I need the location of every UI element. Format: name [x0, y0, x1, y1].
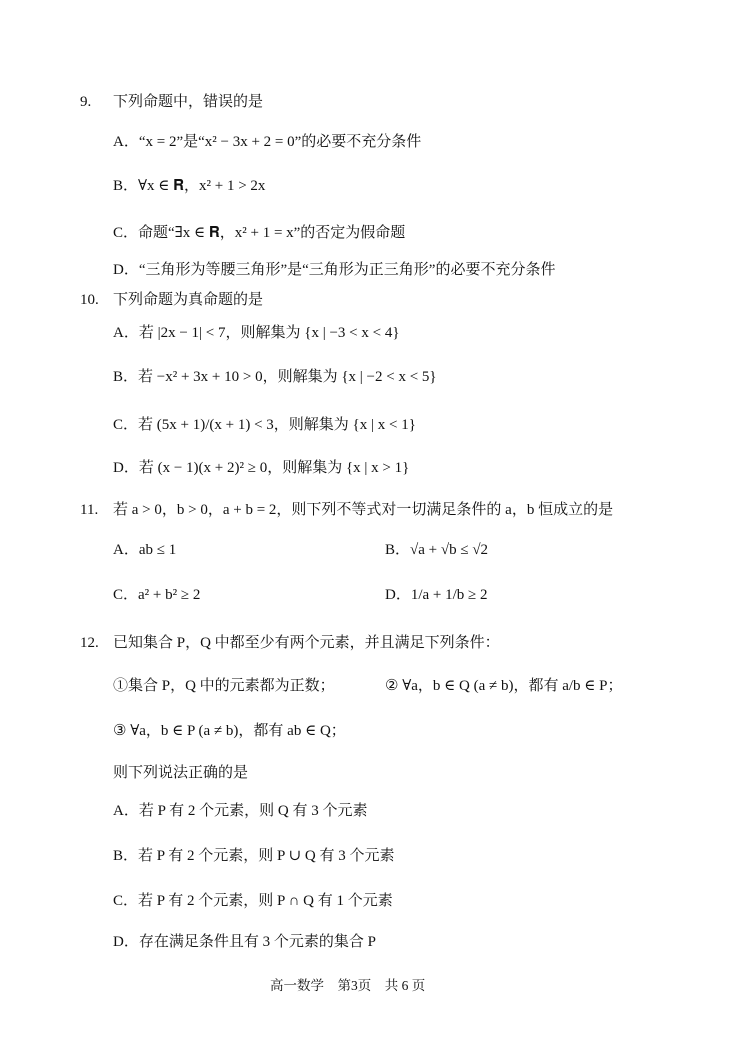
option-b: B．∀x ∈ 𝐑，x² + 1 > 2x [113, 178, 266, 194]
question-stem: 若 a > 0，b > 0，a + b = 2，则下列不等式对一切满足条件的 a，b 恒成立的是 [113, 502, 614, 518]
question-number: 12. [80, 635, 99, 651]
option-b: B．若 P 有 2 个元素，则 P ∪ Q 有 3 个元素 [113, 848, 395, 864]
question-11 [80, 500, 614, 520]
page-footer: 高一数学 第3页 共 6 页 [270, 978, 426, 993]
question-12 [80, 633, 500, 653]
question-stem: 下列命题中，错误的是 [113, 94, 264, 110]
question-number: 10. [80, 292, 99, 308]
question-number: 9. [80, 94, 92, 110]
option-c: C．a² + b² ≥ 2 [113, 587, 201, 603]
option-d: D．“三角形为等腰三角形”是“三角形为正三角形”的必要不充分条件 [113, 262, 556, 278]
condition-1: ①集合 P，Q 中的元素都为正数； [113, 678, 335, 694]
question-number: 11. [80, 502, 99, 518]
question-stem: 下列命题为真命题的是 [113, 292, 264, 308]
condition-2: ② ∀a，b ∈ Q (a ≠ b)，都有 a/b ∈ P； [385, 678, 623, 694]
option-d: D．存在满足条件且有 3 个元素的集合 P [113, 934, 376, 950]
question-10 [80, 290, 264, 310]
question-stem: 已知集合 P，Q 中都至少有两个元素，并且满足下列条件： [113, 635, 500, 651]
option-c: C．若 P 有 2 个元素，则 P ∩ Q 有 1 个元素 [113, 893, 393, 909]
option-a: A．若 |2x − 1| < 7，则解集为 {x | −3 < x < 4} [113, 325, 400, 341]
condition-3: ③ ∀a，b ∈ P (a ≠ b)，都有 ab ∈ Q； [113, 723, 346, 739]
option-c: C．若 (5x + 1)/(x + 1) < 3，则解集为 {x | x < 1} [113, 417, 416, 433]
option-a: A．若 P 有 2 个元素，则 Q 有 3 个元素 [113, 803, 368, 819]
option-a: A．ab ≤ 1 [113, 542, 177, 558]
question-prompt: 则下列说法正确的是 [113, 765, 249, 781]
option-d: D．1/a + 1/b ≥ 2 [385, 587, 488, 603]
option-b: B．若 −x² + 3x + 10 > 0，则解集为 {x | −2 < x < 5} [113, 369, 437, 385]
option-b: B．√a + √b ≤ √2 [385, 542, 489, 558]
option-c: C．命题“∃x ∈ 𝐑，x² + 1 = x”的否定为假命题 [113, 225, 406, 241]
option-a: A．“x = 2”是“x² − 3x + 2 = 0”的必要不充分条件 [113, 134, 422, 150]
question-9 [80, 92, 264, 112]
option-d: D．若 (x − 1)(x + 2)² ≥ 0，则解集为 {x | x > 1} [113, 460, 410, 476]
